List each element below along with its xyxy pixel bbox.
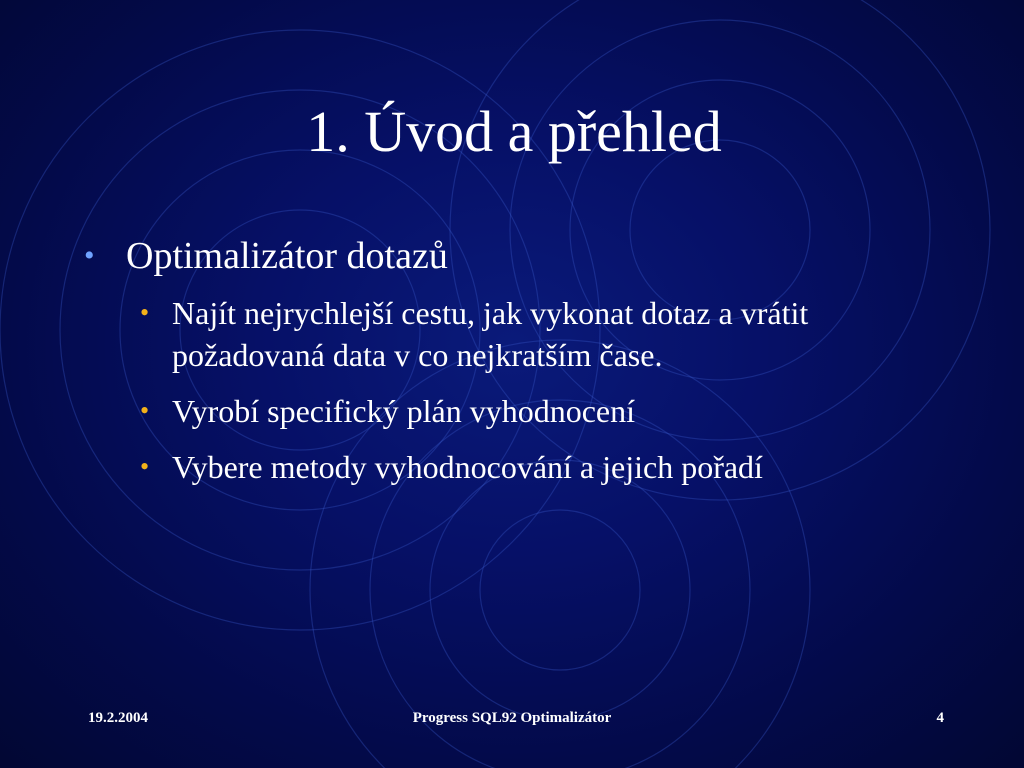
sub-bullet-text: Najít nejrychlejší cestu, jak vykonat dotaz a vrátit požadovaná data v co nejkratším čase. (172, 295, 809, 373)
bullet-text: Optimalizátor dotazů (126, 235, 448, 277)
sub-bullet-dot-icon: • (140, 298, 150, 327)
slide-content (84, 230, 944, 502)
footer-title: Progress SQL92 Optimalizátor (412, 710, 612, 726)
page-number: 4 (936, 710, 944, 726)
footer-date: 19.2.2004 (88, 710, 148, 726)
sub-bullet-item (140, 390, 944, 432)
sub-bullet-item (140, 446, 944, 488)
sub-bullet-dot-icon: • (140, 396, 150, 425)
sub-bullet-text: Vyrobí specifický plán vyhodnocení (172, 393, 635, 429)
slide-title: 1. Úvod a přehled (306, 99, 722, 164)
bullet-item (84, 230, 944, 282)
sub-bullet-list (84, 292, 944, 488)
sub-bullet-text: Vybere metody vyhodnocování a jejich pořadí (172, 449, 763, 485)
sub-bullet-dot-icon: • (140, 452, 150, 481)
bullet-dot-icon: • (84, 239, 95, 272)
sub-bullet-item (140, 292, 944, 376)
